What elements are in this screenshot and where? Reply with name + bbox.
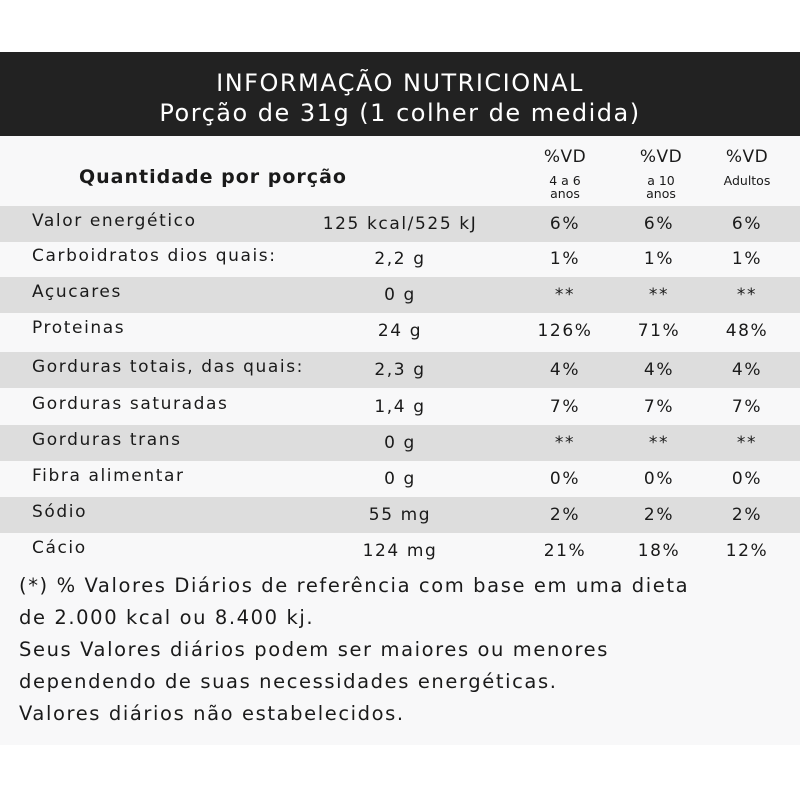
vd-4-6-years: 6% <box>549 214 581 234</box>
table-row <box>0 533 800 569</box>
amount-per-serving: 0 g <box>384 433 416 453</box>
footnote-line: dependendo de suas necessidades energéticas. <box>19 670 558 693</box>
vd-4-6-years: ** <box>554 433 576 453</box>
vd-adults: 7% <box>731 397 763 417</box>
column-sub-label: a 10 <box>647 173 675 188</box>
vd-10-years: 1% <box>643 249 675 269</box>
table-row <box>0 352 800 388</box>
nutrient-name: Gorduras trans <box>32 430 182 450</box>
column-vd-label: %VD <box>639 147 683 167</box>
quantity-per-serving-label: Quantidade por porção <box>79 166 347 188</box>
amount-per-serving: 2,3 g <box>374 360 426 380</box>
footnote-line: Valores diários não estabelecidos. <box>19 702 405 725</box>
amount-per-serving: 55 mg <box>368 505 432 525</box>
vd-adults: ** <box>736 433 758 453</box>
vd-adults: 48% <box>725 321 769 341</box>
vd-10-years: 4% <box>643 360 675 380</box>
vd-4-6-years: 21% <box>543 541 587 561</box>
column-header-adults <box>702 147 792 187</box>
vd-4-6-years: 1% <box>549 249 581 269</box>
vd-4-6-years: 4% <box>549 360 581 380</box>
table-row <box>0 313 800 349</box>
nutrient-name: Carboidratos dios quais: <box>32 246 277 266</box>
table-row <box>0 241 800 277</box>
vd-10-years: 0% <box>643 469 675 489</box>
footnote-line: Seus Valores diários podem ser maiores ou menores <box>19 638 610 661</box>
column-header-10-years <box>616 147 706 200</box>
nutrient-name: Gorduras saturadas <box>32 394 229 414</box>
amount-per-serving: 0 g <box>384 285 416 305</box>
table-row <box>0 277 800 313</box>
amount-per-serving: 124 mg <box>362 541 438 561</box>
column-sub-label: anos <box>646 186 676 201</box>
amount-per-serving: 125 kcal/525 kJ <box>322 214 478 234</box>
vd-10-years: ** <box>648 433 670 453</box>
nutrient-name: Gorduras totais, das quais: <box>32 357 304 377</box>
nutrient-name: Proteinas <box>32 318 126 338</box>
vd-adults: 4% <box>731 360 763 380</box>
nutrient-name: Sódio <box>32 502 88 522</box>
nutrient-name: Fibra alimentar <box>32 466 185 486</box>
nutrient-name: Cácio <box>32 538 87 558</box>
amount-per-serving: 2,2 g <box>374 249 426 269</box>
vd-adults: 6% <box>731 214 763 234</box>
vd-adults: 12% <box>725 541 769 561</box>
vd-adults: ** <box>736 285 758 305</box>
vd-10-years: 2% <box>643 505 675 525</box>
vd-4-6-years: ** <box>554 285 576 305</box>
footnote-line: (*) % Valores Diários de referência com base em uma dieta <box>19 574 690 597</box>
table-row <box>0 425 800 461</box>
table-row <box>0 389 800 425</box>
footnote <box>19 570 789 730</box>
column-header-4-6-years <box>520 147 610 200</box>
table-header-bar <box>0 52 800 136</box>
column-vd-label: %VD <box>543 147 587 167</box>
amount-per-serving: 1,4 g <box>374 397 426 417</box>
table-row <box>0 497 800 533</box>
vd-adults: 1% <box>731 249 763 269</box>
vd-10-years: ** <box>648 285 670 305</box>
table-row <box>0 206 800 242</box>
column-vd-label: %VD <box>725 147 769 167</box>
vd-10-years: 18% <box>637 541 681 561</box>
vd-4-6-years: 7% <box>549 397 581 417</box>
nutrient-name: Açucares <box>32 282 122 302</box>
vd-4-6-years: 0% <box>549 469 581 489</box>
vd-10-years: 7% <box>643 397 675 417</box>
nutrient-name: Valor energético <box>32 211 197 231</box>
serving-size: Porção de 31g (1 colher de medida) <box>159 99 641 127</box>
vd-10-years: 71% <box>637 321 681 341</box>
amount-per-serving: 0 g <box>384 469 416 489</box>
table-row <box>0 461 800 497</box>
vd-adults: 2% <box>731 505 763 525</box>
vd-adults: 0% <box>731 469 763 489</box>
page-title: INFORMAÇÃO NUTRICIONAL <box>216 69 584 97</box>
vd-4-6-years: 2% <box>549 505 581 525</box>
column-sub-label: 4 a 6 <box>549 173 581 188</box>
amount-per-serving: 24 g <box>377 321 423 341</box>
footnote-line: de 2.000 kcal ou 8.400 kj. <box>19 606 315 629</box>
column-sub-label: Adultos <box>723 173 771 188</box>
vd-10-years: 6% <box>643 214 675 234</box>
column-sub-label: anos <box>550 186 580 201</box>
vd-4-6-years: 126% <box>537 321 593 341</box>
